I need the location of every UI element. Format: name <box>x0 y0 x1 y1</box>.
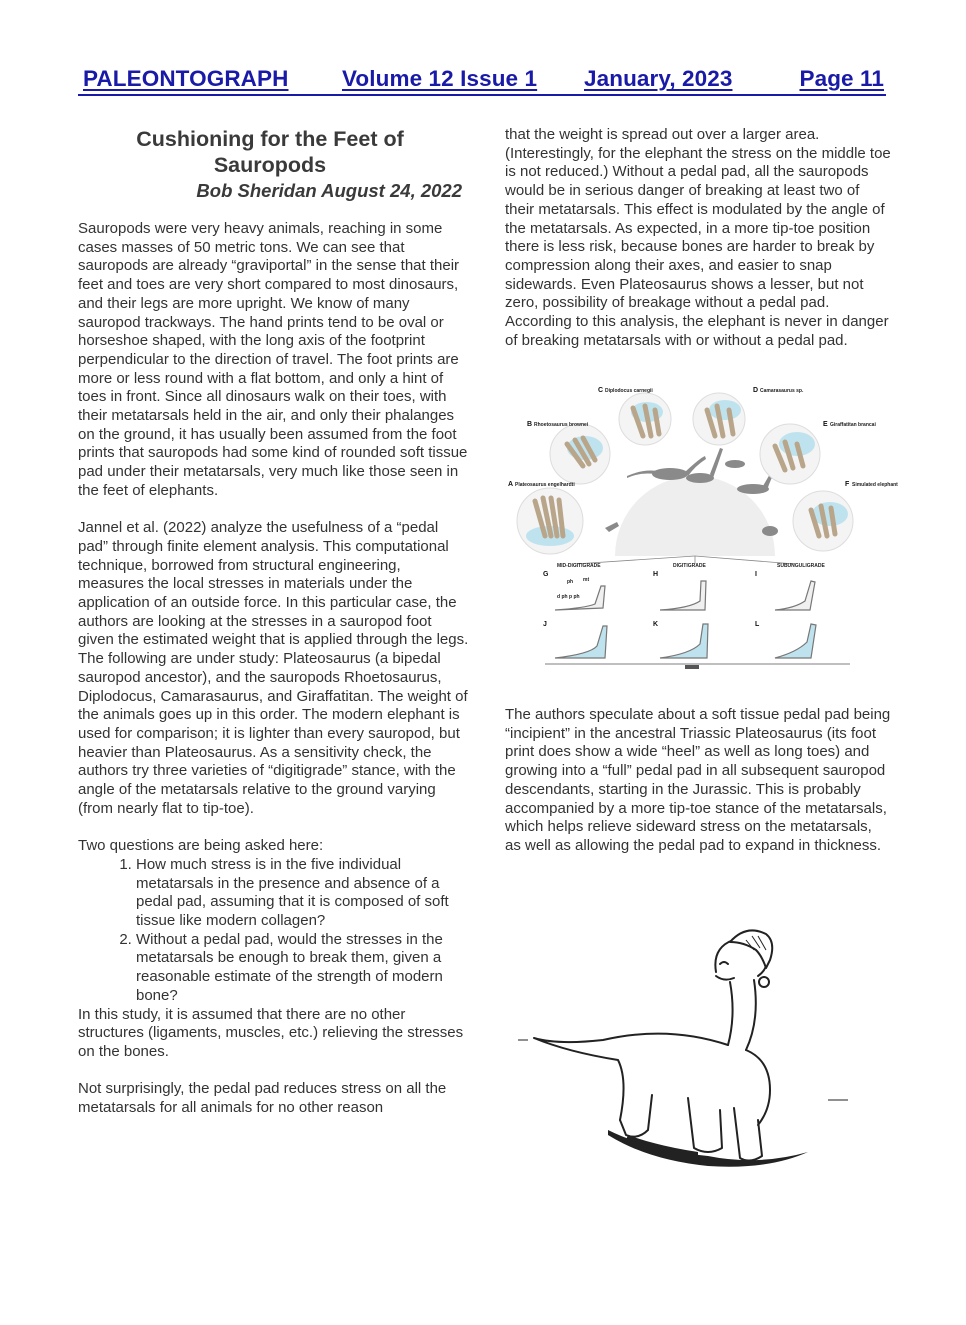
bone-label: p ph <box>569 594 580 600</box>
sauropod-cartoon <box>508 920 858 1180</box>
cartoon-neck-back <box>746 980 756 1050</box>
figure-baseline-marker <box>685 665 699 669</box>
fig-letter-k: K <box>653 621 659 628</box>
fig-letter-h: H <box>653 571 659 578</box>
volume-issue: Volume 12 Issue 1 <box>342 66 538 91</box>
cartoon-neck-front <box>728 982 733 1045</box>
page-number: Page 11 <box>799 66 884 91</box>
paragraph-results-start: Not surprisingly, the pedal pad reduces stress on all the metatarsals for all animals for no other reason <box>78 1080 447 1116</box>
stance-label: SUBUNGULIGRADE <box>777 563 825 569</box>
cartoon-hatching <box>518 936 848 1100</box>
fig-letter-b: B <box>527 421 533 428</box>
fig-letter-j: J <box>543 621 547 628</box>
fig-letter-i: I <box>755 571 757 578</box>
stance-label: MID-DIGITIGRADE <box>557 563 601 569</box>
masthead-title: PALEONTOGRAPH <box>83 66 289 91</box>
species-label: Diplodocus carnegii <box>605 388 653 394</box>
article-byline: Bob Sheridan August 24, 2022 <box>196 180 462 201</box>
bone-label: mt <box>583 577 590 583</box>
cartoon-back-leg <box>620 1095 652 1137</box>
right-column <box>505 126 891 350</box>
paragraph-method: Jannel et al. (2022) analyze the usefulness of a “pedal pad” through finite element analysis. This computational technique, borrowed from structural engineering, measures the local stresses in materials under the application of an outside force. In this particular case, the authors are looking at the stresses in a sauropod foot given the estimated weight that is applied through the legs. The following are under study: Plateosaurus (a bipedal sauropod ancestor), and the sauropods Rhoetosaurus, Diplodocus, Camarasaurus, and Giraffatitan. The weight of the animals goes up in this order. The modern elephant is used for comparison; it is lighter than every sauropod, but heavier than Plateosaurus. As a sensitivity check, the authors try three varieties of “digitigrade” stance, with the angle of the metatarsals relative to the ground varying (from nearly flat to tip-toe). <box>78 519 469 817</box>
species-label: Plateosaurus engelhardti <box>515 482 575 488</box>
cartoon-eye <box>720 962 728 964</box>
species-label: Rhoetosaurus brownei <box>534 422 589 428</box>
left-column <box>78 126 470 1118</box>
fig-letter-e: E <box>823 421 828 428</box>
article-title: Cushioning for the Feet of Sauropods <box>136 127 404 177</box>
question-item: 2. Without a pedal pad, would the stresses in the metatarsals be enough to break them, given a reasonable estimate of the strength of modern bone? <box>136 931 470 1006</box>
fig-letter-f: F <box>845 481 850 488</box>
fig-letter-a: A <box>508 481 514 488</box>
paragraph-results-cont: that the weight is spread out over a larger area. (Interestingly, for the elephant the stress on the middle toe is not reduced.) Without a pedal pad, all the sauropods would be in serious danger of breaking at least two of their metatarsals. This effect is modulated by the angle of the metatarsals. As expected, in a more tip-toe position there is less risk, because bones are harder to break by compression along their axes, and easier to snap sidewards. Even Plateosaurus shows a lesser, but not zero, possibility of breakage without a pedal pad. According to this analysis, the elephant is never in danger of breaking metatarsals with or without a pedal pad. <box>505 126 891 349</box>
cartoon-tail-body <box>534 1034 728 1120</box>
nightcap-pompom <box>759 977 769 987</box>
bone-label: d ph <box>557 594 568 600</box>
cartoon-mouth <box>716 976 734 980</box>
species-label: Camarasaurus sp. <box>760 388 804 394</box>
species-label: Giraffatitan brancai <box>830 422 876 428</box>
questions-list <box>78 856 470 1006</box>
page-header <box>78 66 886 96</box>
paragraph-assumption: In this study, it is assumed that there are no other structures (ligaments, muscles, etc.) relieving the stresses on the bones. <box>78 1005 464 1060</box>
cartoon-belly <box>746 1050 770 1125</box>
fig-letter-d: D <box>753 387 759 394</box>
issue-date: January, 2023 <box>584 66 733 91</box>
question-item: 1. How much stress is in the five individual metatarsals in the presence and absence of a pedal pad, assuming that it is composed of soft tissue like modern collagen? <box>136 856 470 931</box>
fig-letter-c: C <box>598 387 604 394</box>
cartoon-front-leg <box>688 1098 722 1152</box>
stance-label: DIGITIGRADE <box>673 563 706 569</box>
fig-letter-l: L <box>755 621 760 628</box>
bone-label: ph <box>567 579 574 585</box>
paragraph-speculation: The authors speculate about a soft tissue pedal pad being “incipient” in the ancestral Triassic Plateosaurus (its foot print does show a wide “heel” as well as long toes) and growing into a “full” pedal pad in all subsequent sauropod descendants, starting in the Jurassic. This is probably accompanied by a more tip-toe stance of the metatarsals, which helps relieve sideward stress on the metatarsals, as well as allowing the pedal pad to expand in thickness. <box>505 706 891 854</box>
fig-letter-g: G <box>543 571 549 578</box>
paragraph-intro: Sauropods were very heavy animals, reaching in some cases masses of 50 metric tons. We can see that sauropods are already “graviportal” in the sense that their feet and toes are very short compared to most dinosaurs, and their legs are more upright. We know of many sauropod trackways. The hand prints tend to be oval or horseshoe shaped, with the long axis of the footprint perpendicular to the direction of travel. The foot prints are more or less round with a flat bottom, and only a hint of toes in front. Since all dinosaurs walk on their toes, with their metatarsals held in the air, and only their phalanges on the ground, it has usually been assumed from the foot prints that sauropods had some kind of rounded soft tissue pad under their metatarsals, very much like those seen in the feet of elephants. <box>78 220 468 499</box>
cartoon-front-leg <box>734 1108 762 1161</box>
paragraph-questions-intro: Two questions are being asked here: <box>78 837 324 855</box>
species-label: Simulated elephant <box>852 482 898 488</box>
pedal-pad-figure <box>505 386 898 674</box>
